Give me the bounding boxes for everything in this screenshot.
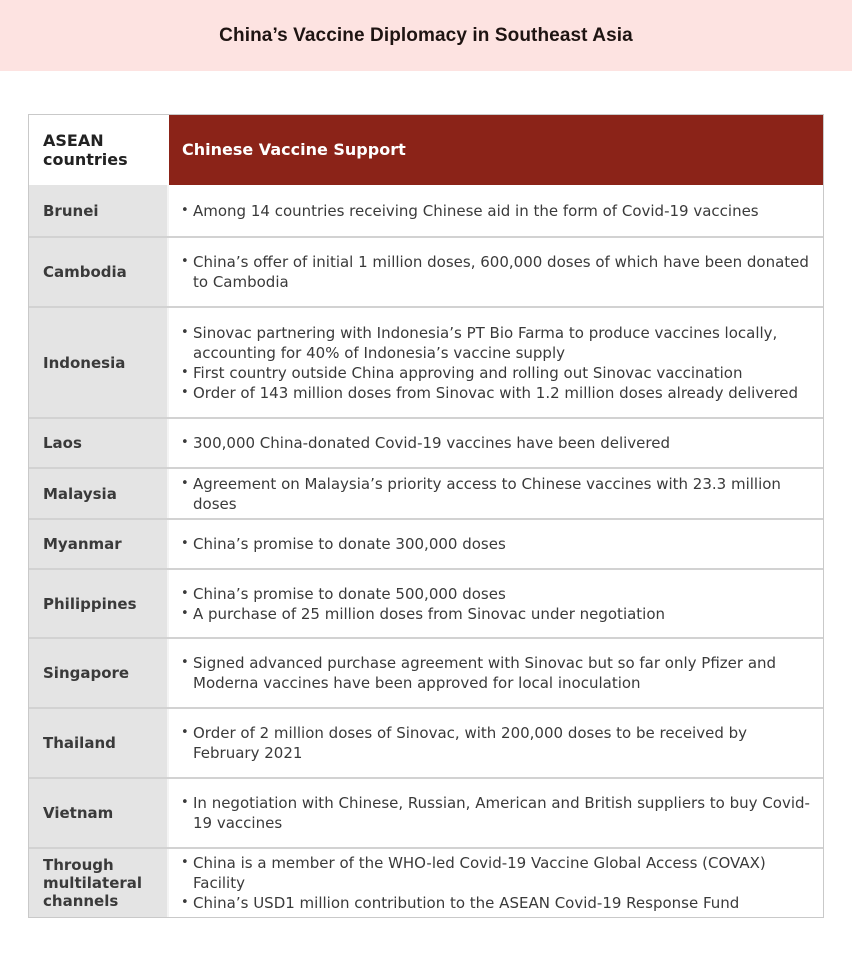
vaccine-support-table (28, 114, 824, 918)
country-name: Cambodia (43, 263, 127, 281)
country-name: Myanmar (43, 535, 122, 553)
support-text: China’s offer of initial 1 million doses, 600,000 doses of which have been donated to Cambodia (193, 253, 809, 291)
support-text: First country outside China approving and rolling out Sinovac vaccination (193, 363, 743, 382)
table-row (29, 306, 823, 417)
support-item (181, 363, 815, 383)
header-countries: ASEAN countries (29, 115, 169, 185)
country-name: Vietnam (43, 804, 114, 822)
country-name: Philippines (43, 594, 137, 613)
support-item (181, 201, 815, 221)
table-row (29, 568, 823, 637)
country-cell (29, 469, 169, 518)
bullet-icon: • (181, 655, 189, 670)
table-row (29, 467, 823, 518)
table-row (29, 518, 823, 568)
page-title: China’s Vaccine Diplomacy in Southeast Asia (219, 24, 633, 46)
table-row (29, 777, 823, 847)
support-text: A purchase of 25 million doses from Sinovac under negotiation (193, 604, 666, 623)
country-cell (29, 520, 169, 568)
support-item (181, 383, 815, 403)
bullet-icon: • (181, 435, 189, 450)
table-row (29, 637, 823, 707)
support-text: 300,000 China-donated Covid-19 vaccines have been delivered (193, 434, 670, 452)
bullet-icon: • (181, 895, 189, 910)
table-row (29, 417, 823, 467)
support-item (181, 252, 815, 292)
support-cell (169, 570, 823, 637)
support-text: China is a member of the WHO-led Covid-19 Vaccine Global Access (COVAX) Facility (193, 854, 766, 892)
support-cell (169, 639, 823, 707)
support-text: Agreement on Malaysia’s priority access to Chinese vaccines with 23.3 million doses (193, 474, 781, 513)
support-cell (169, 185, 823, 236)
support-text: China’s USD1 million contribution to the ASEAN Covid-19 Response Fund (193, 894, 740, 912)
bullet-icon: • (181, 855, 189, 870)
country-cell (29, 185, 169, 236)
support-item (181, 604, 815, 624)
support-item (181, 323, 815, 363)
country-cell (29, 779, 169, 847)
country-cell (29, 639, 169, 707)
support-cell (169, 469, 823, 518)
bullet-icon: • (181, 536, 189, 551)
support-text: Order of 143 million doses from Sinovac with 1.2 million doses already delivered (193, 383, 799, 402)
support-item (181, 534, 815, 554)
country-cell (29, 308, 169, 417)
support-cell (169, 520, 823, 568)
support-item (181, 433, 815, 453)
country-name: Singapore (43, 664, 130, 682)
bullet-icon: • (181, 585, 189, 601)
header-support: Chinese Vaccine Support (169, 115, 823, 185)
support-item (181, 474, 815, 514)
support-text: Among 14 countries receiving Chinese aid in the form of Covid-19 vaccines (193, 201, 759, 220)
support-cell (169, 849, 823, 917)
table-row (29, 847, 823, 917)
support-item (181, 584, 815, 604)
bullet-icon: • (181, 364, 189, 380)
bullet-icon: • (181, 725, 189, 740)
support-item (181, 653, 815, 693)
support-cell (169, 779, 823, 847)
country-name: Through multilateral channels (43, 856, 143, 910)
bullet-icon: • (181, 795, 189, 810)
country-name: Laos (43, 434, 82, 452)
bullet-icon: • (181, 384, 189, 400)
table-header-row (29, 115, 823, 185)
support-cell (169, 308, 823, 417)
support-text: China’s promise to donate 300,000 doses (193, 535, 506, 553)
country-cell (29, 570, 169, 637)
country-cell (29, 238, 169, 306)
support-item (181, 853, 815, 893)
support-item (181, 723, 815, 763)
country-cell (29, 419, 169, 467)
bullet-icon: • (181, 202, 189, 218)
bullet-icon: • (181, 605, 189, 621)
title-banner (0, 0, 852, 71)
support-cell (169, 709, 823, 777)
support-cell (169, 238, 823, 306)
country-name: Brunei (43, 201, 99, 220)
country-name: Malaysia (43, 484, 117, 503)
support-text: Order of 2 million doses of Sinovac, with 200,000 doses to be received by February 2021 (193, 724, 748, 762)
support-text: China’s promise to donate 500,000 doses (193, 584, 506, 603)
table-row (29, 236, 823, 306)
table-row (29, 185, 823, 236)
country-name: Thailand (43, 734, 116, 752)
country-cell (29, 849, 169, 917)
support-text: Signed advanced purchase agreement with Sinovac but so far only Pfizer and Moderna vaccines have been approved for local inoculation (193, 654, 777, 692)
support-text: In negotiation with Chinese, Russian, American and British suppliers to buy Covid-19 vaccines (193, 794, 810, 832)
bullet-icon: • (181, 324, 189, 340)
table-row (29, 707, 823, 777)
bullet-icon: • (181, 475, 189, 491)
support-text: Sinovac partnering with Indonesia’s PT Bio Farma to produce vaccines locally, accounting for 40% of Indonesia’s vaccine supply (193, 323, 778, 362)
support-item (181, 793, 815, 833)
support-cell (169, 419, 823, 467)
country-name: Indonesia (43, 353, 126, 372)
bullet-icon: • (181, 254, 189, 269)
country-cell (29, 709, 169, 777)
support-item (181, 893, 815, 913)
